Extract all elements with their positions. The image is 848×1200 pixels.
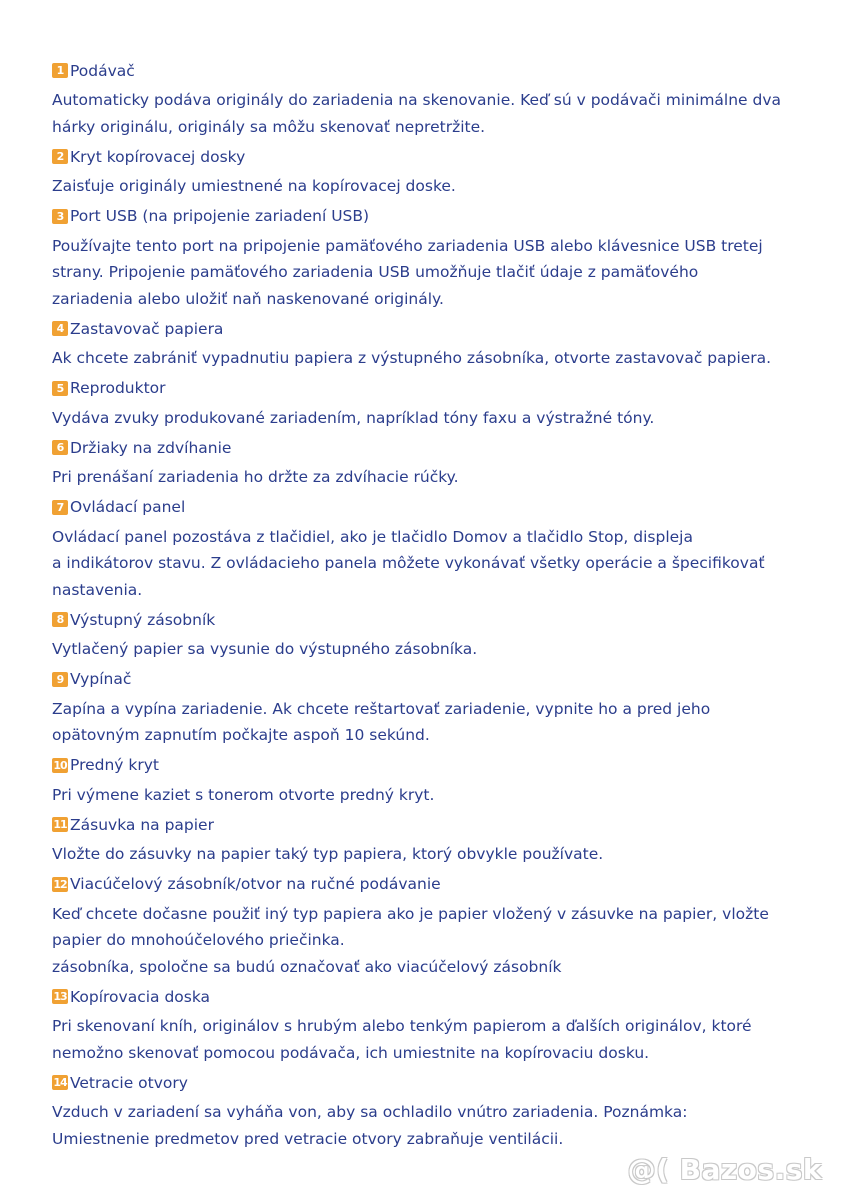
number-badge: 5 bbox=[52, 381, 68, 396]
item-description bbox=[52, 405, 822, 432]
item-heading bbox=[52, 374, 822, 403]
item-title: Vetracie otvory bbox=[70, 1073, 188, 1092]
item-title: Viacúčelový zásobník/otvor na ručné podávanie bbox=[70, 875, 441, 893]
item-description bbox=[52, 87, 822, 140]
description-line: Umiestnenie predmetov pred vetracie otvory zabraňuje ventilácii. bbox=[52, 1129, 564, 1148]
description-line: zásobníka, spoločne sa budú označovať ako viacúčelový zásobník bbox=[52, 957, 562, 976]
number-badge: 13 bbox=[53, 990, 67, 1003]
item-heading bbox=[52, 751, 822, 780]
item-description bbox=[52, 1013, 822, 1066]
description-line: Vydáva zvuky produkované zariadením, napríklad tóny faxu a výstražné tóny. bbox=[52, 408, 655, 427]
item-description bbox=[52, 345, 822, 372]
document-body bbox=[52, 56, 822, 1154]
number-badge: 12 bbox=[53, 877, 67, 891]
item-title: Port USB (na pripojenie zariadení USB) bbox=[70, 207, 370, 225]
number-badge: 14 bbox=[53, 1076, 67, 1089]
item-description bbox=[52, 841, 822, 868]
description-line: nastavenia. bbox=[52, 580, 143, 599]
item-title: Kryt kopírovacej dosky bbox=[70, 147, 246, 166]
list-item bbox=[52, 751, 822, 809]
item-description bbox=[52, 636, 822, 663]
item-heading bbox=[52, 433, 822, 462]
description-line: Pri prenášaní zariadenia ho držte za zdvíhacie rúčky. bbox=[52, 468, 459, 486]
bazos-watermark: @( Bazos.sk bbox=[627, 1153, 822, 1186]
item-description bbox=[52, 782, 822, 809]
description-line: Automaticky podáva originály do zariadenia na skenovanie. Keď sú v podávači minimálne dva bbox=[52, 91, 782, 109]
item-description bbox=[52, 233, 822, 313]
item-heading bbox=[52, 142, 822, 171]
item-description bbox=[52, 1099, 822, 1152]
list-item bbox=[52, 433, 822, 491]
item-description bbox=[52, 524, 822, 604]
list-item bbox=[52, 202, 822, 313]
item-title: Vypínač bbox=[70, 670, 132, 688]
item-heading bbox=[52, 1068, 822, 1097]
item-heading bbox=[52, 314, 822, 343]
number-badge: 9 bbox=[52, 672, 68, 687]
item-title: Kopírovacia doska bbox=[70, 987, 211, 1006]
description-line: Používajte tento port na pripojenie pamäťového zariadenia USB alebo klávesnice USB tretej bbox=[52, 236, 763, 255]
item-title: Zásuvka na papier bbox=[70, 815, 214, 834]
item-heading bbox=[52, 605, 822, 634]
list-item bbox=[52, 56, 822, 140]
list-item bbox=[52, 314, 822, 372]
item-title: Výstupný zásobník bbox=[70, 610, 216, 629]
item-heading bbox=[52, 56, 822, 85]
item-heading bbox=[52, 810, 822, 839]
number-badge: 3 bbox=[52, 209, 68, 224]
list-item bbox=[52, 1068, 822, 1152]
description-line: hárky originálu, originály sa môžu skenovať nepretržite. bbox=[52, 117, 486, 136]
description-line: strany. Pripojenie pamäťového zariadenia USB umožňuje tlačiť údaje z pamäťového bbox=[52, 263, 699, 281]
item-heading bbox=[52, 870, 822, 899]
description-line: Vzduch v zariadení sa vyháňa von, aby sa ochladilo vnútro zariadenia. Poznámka: bbox=[52, 1103, 688, 1121]
number-badge: 1 bbox=[52, 63, 68, 78]
item-heading bbox=[52, 982, 822, 1011]
description-line: papier do mnohoúčelového priečinka. bbox=[52, 931, 345, 949]
description-line: opätovným zapnutím počkajte aspoň 10 sekúnd. bbox=[52, 726, 430, 744]
number-badge: 4 bbox=[52, 321, 68, 336]
number-badge: 11 bbox=[53, 818, 67, 831]
list-item bbox=[52, 605, 822, 663]
description-line: Zaisťuje originály umiestnené na kopírovacej doske. bbox=[52, 177, 456, 195]
number-badge: 6 bbox=[52, 440, 68, 455]
description-line: Ovládací panel pozostáva z tlačidiel, ako je tlačidlo Domov a tlačidlo Stop, displeja bbox=[52, 527, 693, 546]
description-line: Pri skenovaní kníh, originálov s hrubým alebo tenkým papierom a ďalších originálov, ktoré bbox=[52, 1017, 752, 1035]
list-item bbox=[52, 142, 822, 200]
list-item bbox=[52, 810, 822, 868]
item-description bbox=[52, 901, 822, 981]
description-line: Keď chcete dočasne použiť iný typ papiera ako je papier vložený v zásuvke na papier, vložte bbox=[52, 904, 769, 923]
number-badge: 8 bbox=[52, 612, 68, 627]
list-item bbox=[52, 870, 822, 981]
item-title: Podávač bbox=[70, 61, 135, 80]
item-heading bbox=[52, 493, 822, 522]
item-heading bbox=[52, 202, 822, 231]
list-item bbox=[52, 665, 822, 749]
item-title: Reproduktor bbox=[70, 379, 166, 397]
description-line: Vytlačený papier sa vysunie do výstupného zásobníka. bbox=[52, 640, 478, 658]
item-title: Ovládací panel bbox=[70, 498, 186, 516]
list-item bbox=[52, 493, 822, 604]
number-badge: 2 bbox=[52, 149, 68, 164]
list-item bbox=[52, 374, 822, 432]
description-line: Ak chcete zabrániť vypadnutiu papiera z výstupného zásobníka, otvorte zastavovač papiera. bbox=[52, 349, 772, 367]
item-description bbox=[52, 173, 822, 200]
item-title: Predný kryt bbox=[70, 756, 160, 774]
description-line: a indikátorov stavu. Z ovládacieho panela môžete vykonávať všetky operácie a špecifikovať bbox=[52, 554, 765, 572]
item-description bbox=[52, 696, 822, 749]
description-line: nemožno skenovať pomocou podávača, ich umiestnite na kopírovaciu dosku. bbox=[52, 1043, 650, 1062]
description-line: Vložte do zásuvky na papier taký typ papiera, ktorý obvykle používate. bbox=[52, 845, 604, 863]
item-description bbox=[52, 464, 822, 491]
list-item bbox=[52, 982, 822, 1066]
item-title: Držiaky na zdvíhanie bbox=[70, 438, 232, 457]
number-badge: 10 bbox=[53, 758, 67, 772]
number-badge: 7 bbox=[52, 500, 68, 515]
description-line: Zapína a vypína zariadenie. Ak chcete reštartovať zariadenie, vypnite ho a pred jeho bbox=[52, 699, 711, 718]
description-line: zariadenia alebo uložiť naň naskenované originály. bbox=[52, 289, 444, 308]
item-title: Zastavovač papiera bbox=[70, 319, 224, 338]
description-line: Pri výmene kaziet s tonerom otvorte predný kryt. bbox=[52, 785, 435, 804]
item-heading bbox=[52, 665, 822, 694]
